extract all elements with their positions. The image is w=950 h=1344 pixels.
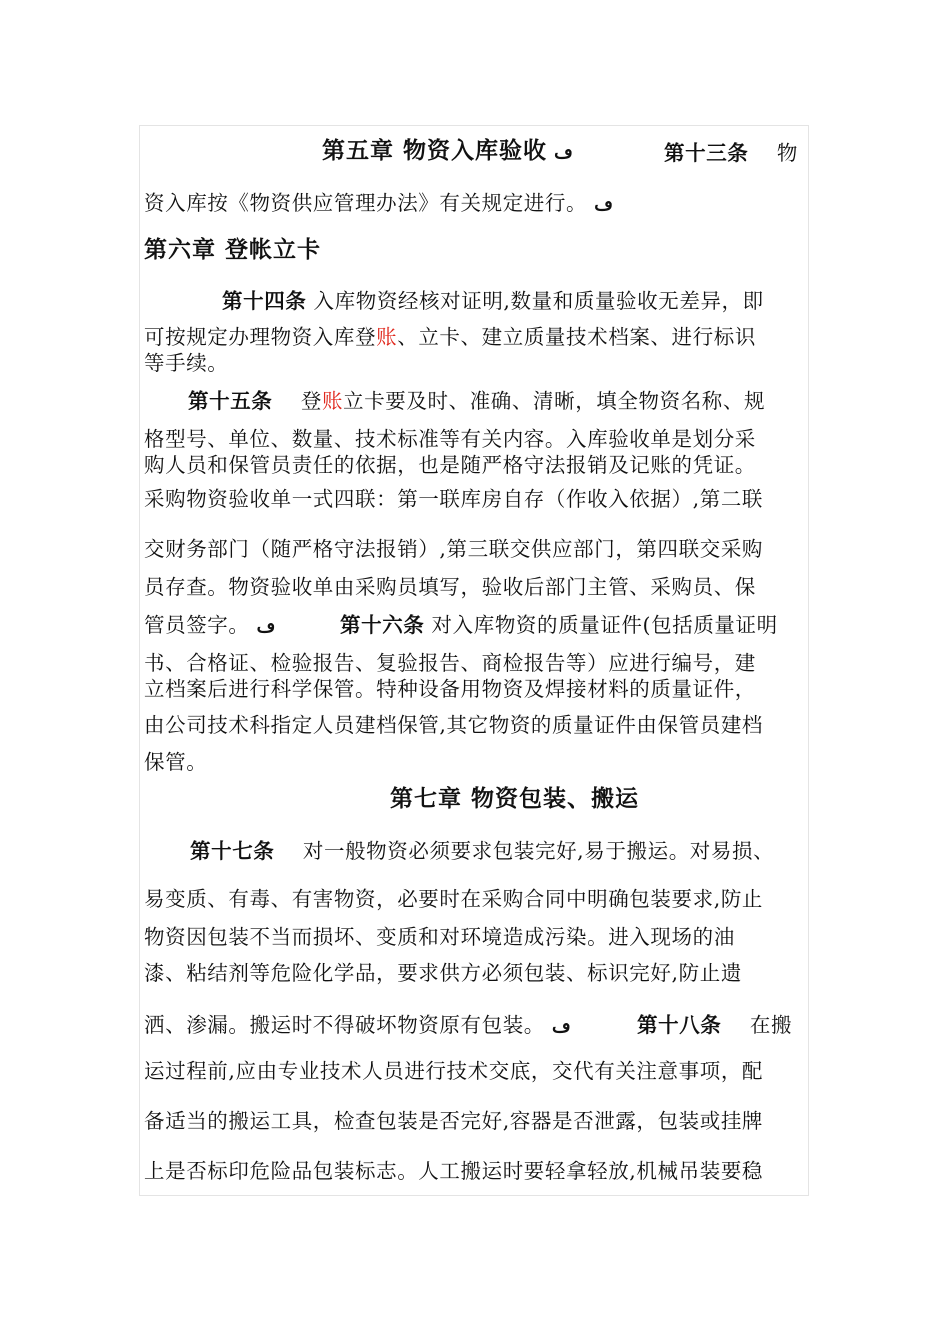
article-16-text-a: 对入库物资的质量证件(包括质量证明 xyxy=(431,613,778,637)
article-18-text-a: 在搬 xyxy=(749,1013,793,1037)
paragraph-mark: ڡ xyxy=(256,616,276,637)
article-15-line-2: 格型号、单位、数量、技术标准等有关内容。入库验收单是划分采 xyxy=(144,427,756,451)
chapter-5-title: 第五章 物资入库验收 xyxy=(322,137,548,164)
article-17-line-2: 易变质、有毒、有害物资，必要时在采购合同中明确包装要求,防止 xyxy=(144,887,764,911)
article-18-line-2: 运过程前,应由专业技术人员进行技术交底，交代有关注意事项，配 xyxy=(144,1059,764,1083)
article-13-text: 物 xyxy=(776,141,798,165)
article-15-text-g: 管员签字。 xyxy=(144,613,250,637)
paragraph-mark: ڡ xyxy=(554,142,573,163)
article-15-line-6: 员存查。物资验收单由采购员填写，验收后部门主管、采购员、保 xyxy=(144,575,756,599)
article-16-line-3: 立档案后进行科学保管。特种设备用物资及焊接材料的质量证件， xyxy=(144,677,756,701)
article-13-start xyxy=(664,140,798,166)
article-15-text-a2: 立卡要及时、准确、清晰，填全物资名称、规 xyxy=(343,389,766,413)
highlight-text: 账 xyxy=(321,389,344,413)
article-17-line-3: 物资因包装不当而损坏、变质和对环境造成污染。进入现场的油 xyxy=(144,925,735,949)
chapter-7-title: 第七章 物资包装、搬运 xyxy=(390,785,640,812)
article-18-line-1 xyxy=(637,1012,792,1038)
article-16-line-4: 由公司技术科指定人员建档保管,其它物资的质量证件由保管员建档 xyxy=(144,713,764,737)
article-14-text: 入库物资经核对证明,数量和质量验收无差异，即 xyxy=(313,289,764,313)
article-15-line-3: 购人员和保管员责任的依据，也是随严格守法报销及记账的凭证。 xyxy=(144,453,756,477)
article-17-text-a: 对一般物资必须要求包装完好,易于搬运。对易损、 xyxy=(302,839,775,863)
article-16-line-1 xyxy=(340,612,778,638)
article-13-line-2 xyxy=(144,190,613,218)
article-16-label: 第十六条 xyxy=(340,613,425,637)
article-15-line-5: 交财务部门（随严格守法报销）,第三联交供应部门，第四联交采购 xyxy=(144,537,764,561)
article-14-text-b2: 、立卡、建立质量技术档案、进行标识 xyxy=(397,325,756,349)
article-17-line-5 xyxy=(144,1012,571,1040)
chapter-6-title: 第六章 登帐立卡 xyxy=(144,236,322,263)
chapter-5-heading-line xyxy=(322,138,573,166)
article-18-line-4: 上是否标印危险品包装标志。人工搬运时要轻拿轻放,机械吊装要稳 xyxy=(144,1159,764,1183)
article-17-label: 第十七条 xyxy=(190,839,275,863)
article-14-text-b1: 可按规定办理物资入库登 xyxy=(144,325,377,349)
article-15-line-7 xyxy=(144,612,275,640)
article-14-line-2 xyxy=(144,324,756,350)
article-15-line-1 xyxy=(188,388,765,414)
article-13-text-cont: 资入库按《物资供应管理办法》有关规定进行。 xyxy=(144,191,588,215)
article-14-label: 第十四条 xyxy=(222,289,307,313)
article-15-text-a1: 登 xyxy=(300,389,322,413)
article-16-line-5: 保管。 xyxy=(144,750,208,774)
paragraph-mark: ڡ xyxy=(594,194,613,215)
article-18-label: 第十八条 xyxy=(637,1013,722,1037)
article-17-text-e: 洒、渗漏。搬运时不得破坏物资原有包装。 xyxy=(144,1013,545,1037)
article-15-label: 第十五条 xyxy=(188,389,273,413)
article-17-line-4: 漆、粘结剂等危险化学品，要求供方必须包装、标识完好,防止遗 xyxy=(144,961,742,985)
article-16-line-2: 书、合格证、检验报告、复验报告、商检报告等）应进行编号，建 xyxy=(144,651,756,675)
article-13-label: 第十三条 xyxy=(664,141,749,165)
article-14-line-3: 等手续。 xyxy=(144,351,229,375)
article-15-line-4: 采购物资验收单一式四联：第一联库房自存（作收入依据）,第二联 xyxy=(144,487,764,511)
paragraph-mark: ڡ xyxy=(552,1016,571,1037)
article-18-line-3: 备适当的搬运工具，检查包装是否完好,容器是否泄露，包装或挂牌 xyxy=(144,1109,764,1133)
article-14-line-1 xyxy=(222,288,764,314)
article-17-line-1 xyxy=(190,838,774,864)
highlight-text: 账 xyxy=(376,325,398,349)
